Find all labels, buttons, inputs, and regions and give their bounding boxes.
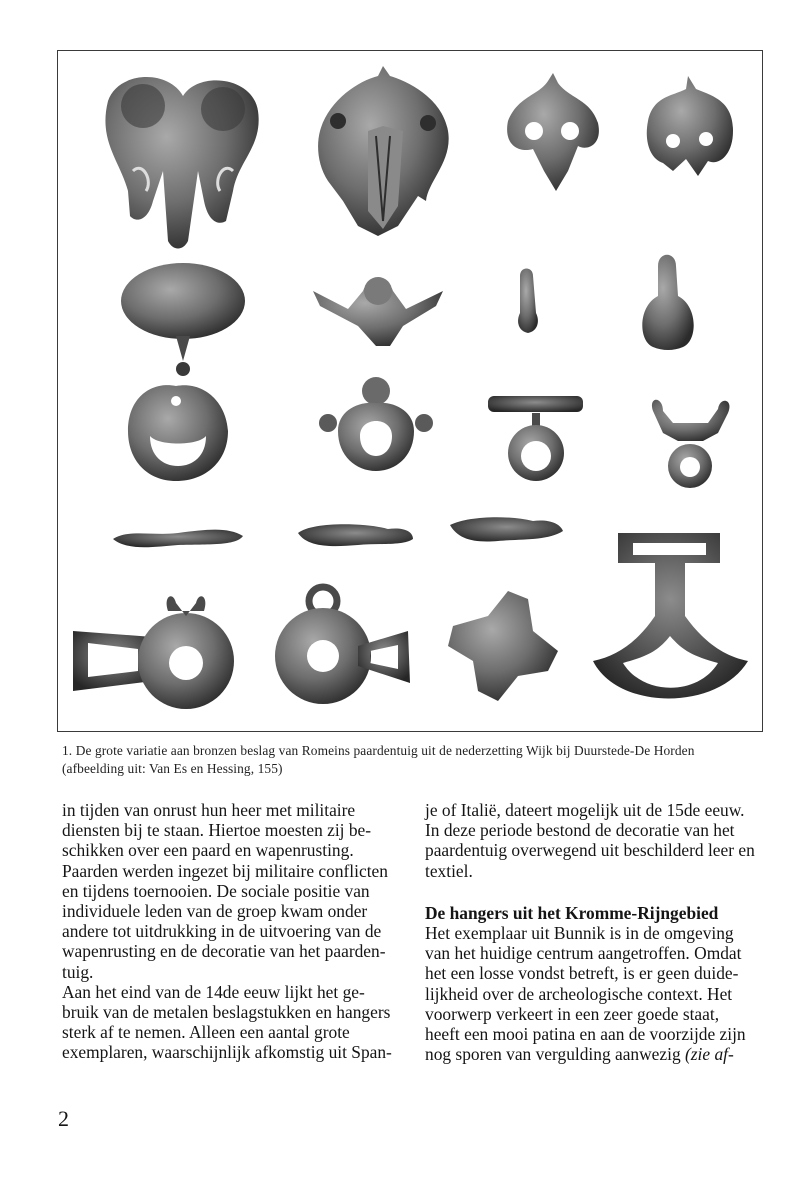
ornate-mount-3 <box>507 73 599 191</box>
text-line: Aan het eind van de 14de eeuw lijkt het ge- <box>62 981 365 1002</box>
text-line: van het huidige centrum aangetroffen. Omdat <box>425 943 742 964</box>
large-phallic-pendant <box>642 255 693 350</box>
lunula-pendant <box>128 385 228 481</box>
bar-fitting-1 <box>113 530 243 548</box>
figure-reference: (zie af- <box>685 1044 734 1065</box>
bar-fitting-2 <box>298 524 413 546</box>
small-phallic-pendant <box>518 269 538 334</box>
horned-ring-fitting <box>652 400 730 488</box>
ornate-mount-1 <box>105 77 258 248</box>
text-line: tuig. <box>62 961 94 982</box>
page-number: 2 <box>58 1106 69 1131</box>
text-line: In deze periode bestond de decoratie van het <box>425 820 735 841</box>
text-line: Het exemplaar uit Bunnik is in de omgeving <box>425 923 734 944</box>
text-line: lijkheid over de archeologische context. Het <box>425 983 733 1004</box>
winged-fitting <box>313 277 443 346</box>
ring-fitting-with-knob <box>319 377 433 471</box>
harness-fittings-photo <box>58 51 762 731</box>
caption-line: (afbeelding uit: Van Es en Hessing, 155) <box>62 761 283 776</box>
ornate-mount-2 <box>318 66 449 236</box>
text-line-last <box>425 1044 765 1064</box>
text-line: schikken over een paard en wapenrusting. <box>62 840 354 861</box>
text-line: en tijdens toernooien. De sociale positie van <box>62 880 370 901</box>
section-heading: De hangers uit het Kromme-Rijngebied <box>425 902 719 923</box>
text-line: individuele leden van de groep kwam onder <box>62 901 368 922</box>
ornate-mount-4 <box>647 76 733 176</box>
anchor-pendant <box>593 533 748 699</box>
figure-caption <box>62 742 762 778</box>
text-line: exemplaren, waarschijnlijk afkomstig uit Span- <box>62 1042 392 1063</box>
bar-fitting-3 <box>450 517 563 541</box>
text-line: wapenrusting en de decoratie van het paarden- <box>62 941 386 962</box>
text-line: bruik van de metalen beslagstukken en hangers <box>62 1002 391 1023</box>
openwork-loop-fitting-1 <box>73 596 234 709</box>
text-line: Paarden werden ingezet bij militaire conflicten <box>62 860 388 881</box>
caption-line: 1. De grote variatie aan bronzen beslag van Romeins paardentuig uit de nederzetting Wijk bij Duurstede-De Horden <box>62 743 695 758</box>
text-line: diensten bij te staan. Hiertoe moesten zij be- <box>62 820 372 841</box>
text-line: voorwerp verkeert in een zeer goede staat, <box>425 1003 720 1024</box>
text-line: andere tot uitdrukking in de uitvoering van de <box>62 921 382 942</box>
figure-plate <box>57 50 763 732</box>
right-column <box>425 800 765 1064</box>
openwork-loop-fitting-2 <box>275 587 410 704</box>
oval-pendant <box>121 263 245 376</box>
text-line: je of Italië, dateert mogelijk uit de 15de eeuw. <box>425 800 745 820</box>
text-line: in tijden van onrust hun heer met militaire <box>62 800 356 820</box>
text-line-start: nog sporen van vergulding aanwezig <box>425 1044 685 1065</box>
text-line: heeft een mooi patina en aan de voorzijde zijn <box>425 1024 746 1045</box>
text-line: paardentuig overwegend uit beschilderd leer en <box>425 840 755 861</box>
text-line: textiel. <box>425 860 473 881</box>
text-line: het een losse vondst betreft, is er geen duide- <box>425 963 739 984</box>
text-line: sterk af te nemen. Alleen een aantal grote <box>62 1022 350 1043</box>
left-column <box>62 800 402 1063</box>
bar-ring-fitting <box>488 396 583 481</box>
cross-shaped-fitting <box>448 591 558 701</box>
